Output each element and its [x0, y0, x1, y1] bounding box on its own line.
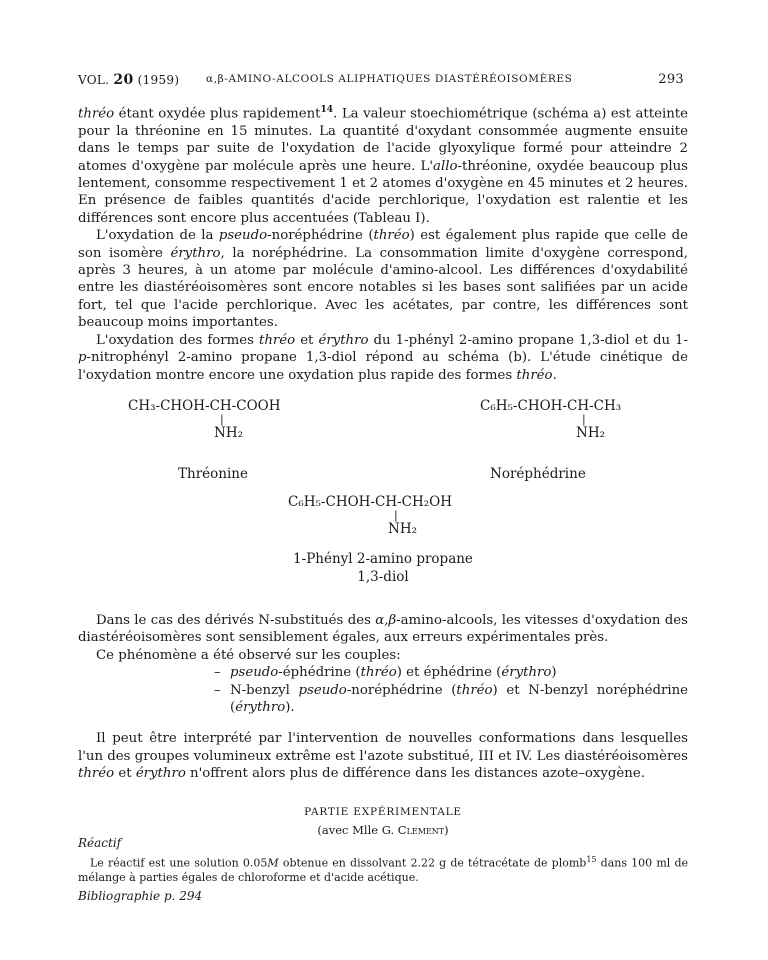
amino-group: NH₂	[388, 521, 417, 537]
text-run: obtenue en dissolvant 2.22 g de tétracétate de plomb	[278, 856, 587, 870]
italic-text: érythro	[235, 700, 286, 716]
text-run: -thréonine, oxydée beaucoup plus lentement, consomme respectivement 1 et 2 atomes d'oxygène en 45 minutes et 2 heures. En présence de faibles quantités d'acide perchlorique, l'oxydation est ralentie et les différences sont encore plus accentuées (Tableau I).	[78, 158, 688, 226]
italic-text: pseudo	[230, 665, 279, 681]
caption-line: 1-Phényl 2-amino propane	[293, 551, 473, 567]
body-text-top	[78, 102, 688, 384]
text-run: -noréphédrine (	[346, 682, 457, 698]
text-run: ) est également plus rapide que celle de son isomère	[78, 228, 689, 261]
text-run: et	[295, 332, 319, 348]
list-item	[78, 682, 688, 717]
amino-group: NH₂	[576, 425, 605, 441]
bond-bar: |	[394, 509, 398, 522]
subsection-heading: Réactif	[78, 836, 122, 850]
formula-norephedrine	[480, 398, 621, 441]
text-run: )	[551, 665, 557, 681]
footnote-ref: 15	[586, 855, 597, 864]
paragraph-5: Ce phénomène a été observé sur les couples:	[96, 647, 401, 663]
vol-number: 20	[113, 72, 134, 88]
bibliography-note: Bibliographie p. 294	[78, 888, 203, 903]
paragraph-6	[78, 730, 688, 782]
running-title: α,β-AMINO-ALCOOLS ALIPHATIQUES DIASTÉRÉOISOMÈRES	[206, 73, 573, 85]
reactif-section	[78, 836, 688, 903]
vol-label: VOL.	[78, 73, 110, 87]
italic-text: pseudo	[298, 682, 347, 698]
body-text-bottom	[78, 612, 688, 783]
text-run: dans 100 ml de mélange à parties égales de chloroforme et d'acide acétique.	[78, 856, 689, 884]
year: (1959)	[137, 73, 180, 87]
list-dash: –	[214, 682, 221, 698]
couples-list	[78, 664, 688, 716]
italic-text: allo	[433, 158, 458, 174]
footnote-ref: 14	[320, 105, 334, 115]
text-run: L'oxydation de la	[96, 228, 219, 244]
text-run: -amino-alcools, les vitesses d'oxydation des diastéréoisomères sont sensiblement égales, aux erreurs expérimentales près.	[78, 613, 688, 646]
text-run: (avec Mlle G.	[317, 823, 398, 837]
section-title: PARTIE EXPÉRIMENTALE	[304, 806, 462, 818]
formula-line: C₆H₅-CHOH-CH-CH₂OH	[288, 494, 453, 510]
text-run: Dans le cas des dérivés N-substitués des	[96, 613, 376, 628]
italic-text: α,β	[375, 613, 397, 628]
italic-text: thréo	[78, 766, 115, 782]
text-run: du 1-phényl 2-amino propane 1,3-diol et du 1-	[368, 332, 689, 348]
bond-bar: |	[220, 413, 224, 426]
caption-norephedrine: Noréphédrine	[490, 466, 586, 482]
paragraph-3	[78, 332, 688, 384]
text-run: Le réactif est une solution 0.05	[90, 856, 268, 870]
chemical-formulas	[78, 398, 688, 598]
text-run: , la noréphédrine. La consommation limite d'oxygène correspond, après 3 heures, à un atome par molécule d'amino-alcool. Les différences d'oxydabilité entre les diastéréoisomères sont encore notables si les bases sont salifiées par un acide fort, tel que l'acide perchlorique. Avec les acétates, par contre, les différences sont beaucoup moins importantes.	[78, 245, 688, 331]
text-run: n'offrent alors plus de différence dans les distances azote–oxygène.	[185, 766, 645, 782]
text-run: )	[444, 823, 449, 837]
list-dash: –	[214, 665, 221, 681]
text-run: -éphédrine (	[278, 665, 361, 681]
italic-text: thréo	[78, 106, 115, 122]
section-heading	[78, 806, 688, 818]
italic-text: thréo	[373, 228, 410, 244]
paragraph-4	[78, 612, 688, 647]
text-run: ).	[285, 700, 295, 716]
caption-line: 1,3-diol	[357, 569, 409, 585]
author-name: Clement	[397, 823, 445, 837]
text-run: L'oxydation des formes	[96, 332, 260, 348]
running-header	[78, 72, 688, 92]
italic-text: p	[78, 350, 87, 366]
italic-text: érythro	[170, 245, 221, 261]
italic-text: érythro	[135, 766, 186, 782]
paragraph-1	[78, 102, 688, 227]
text-run: -noréphédrine (	[267, 228, 374, 244]
page-number: 293	[658, 72, 684, 87]
bond-bar: |	[582, 413, 586, 426]
italic-text: M	[267, 856, 279, 870]
italic-text: érythro	[318, 332, 369, 348]
caption-threonine: Thréonine	[178, 466, 248, 482]
text-run: et	[114, 766, 136, 782]
formula-line: CH₃-CHOH-CH-COOH	[128, 398, 281, 414]
text-run: ) et N-benzyl noréphédrine (	[230, 682, 688, 716]
formula-line: C₆H₅-CHOH-CH-CH₃	[480, 398, 622, 414]
reactif-paragraph	[78, 853, 688, 885]
text-run: étant oxydée plus rapidement	[114, 106, 321, 122]
text-run: . La valeur stoechiométrique (schéma a) est atteinte pour la thréonine en 15 minutes. La quantité d'oxydant consommée augmente ensuite dans le temps par suite de l'oxydation de l'acide glyoxylique formé pour atteindre 2 atomes d'oxygène par molécule après une heure. L'	[78, 106, 688, 174]
text-run: Il peut être interprété par l'intervention de nouvelles conformations dans lesquelles l'un des groupes volumineux extrême est l'azote substitué, III et IV. Les diastéréoisomères	[78, 731, 688, 764]
text-run: -nitrophényl 2-amino propane 1,3-diol répond au schéma (b). L'étude cinétique de l'oxydation montre encore une oxydation plus rapide des formes	[78, 350, 688, 383]
text-run: .	[552, 367, 557, 383]
italic-text: pseudo	[218, 228, 268, 244]
amino-group: NH₂	[214, 425, 243, 441]
italic-text: thréo	[516, 367, 553, 383]
italic-text: thréo	[259, 332, 296, 348]
paragraph-2	[78, 227, 688, 331]
caption-phenyl-propanediol	[253, 550, 513, 586]
italic-text: érythro	[501, 665, 552, 681]
italic-text: thréo	[360, 665, 397, 681]
list-item	[78, 664, 688, 681]
italic-text: thréo	[456, 682, 493, 698]
formula-phenyl-propanediol	[288, 494, 452, 537]
section-subtitle	[78, 823, 688, 837]
formula-threonine	[128, 398, 280, 441]
text-run: ) et éphédrine (	[396, 665, 502, 681]
volume-info	[78, 72, 179, 88]
text-run: N-benzyl	[230, 682, 299, 698]
